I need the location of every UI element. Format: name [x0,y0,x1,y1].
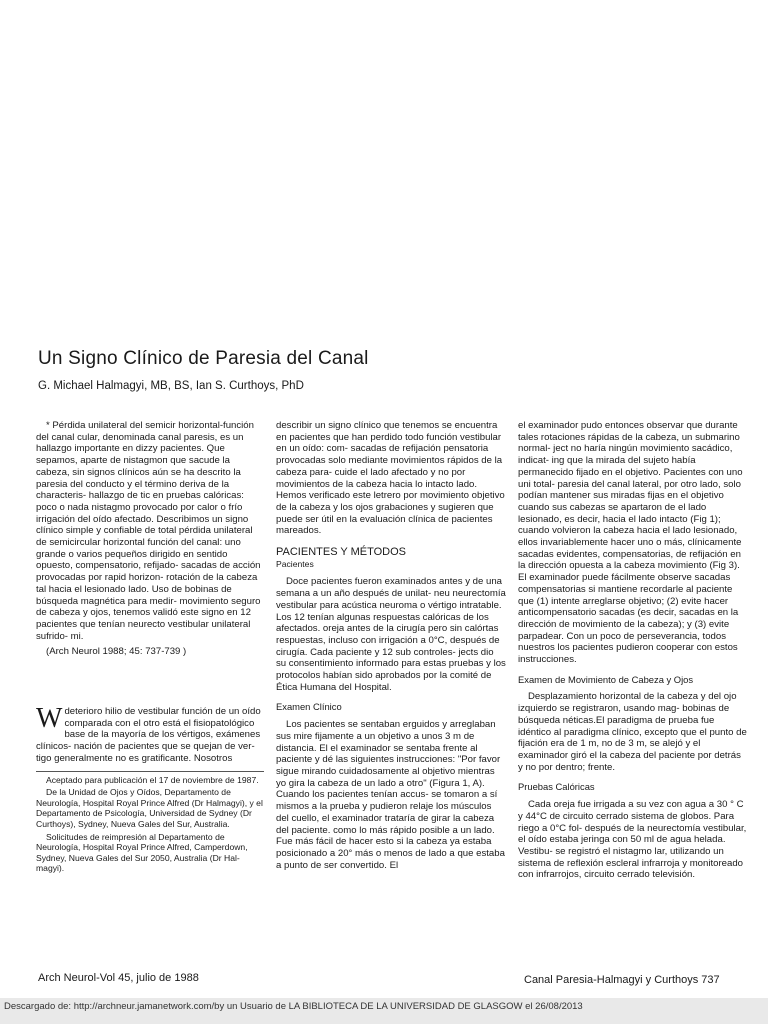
clinical-exam-continued: el examinador pudo entonces observar que durante tales rotaciones rápidas de la cabeza, un submarino normal- ject no haría ningún movimiento sacádico, indicat- ing que la mirada del sujeto había permanecido fijado en el objetivo. Pacientes con uno uni total- paresia del canal lateral, por otro lado, solo podían mantener sus miradas fijas en el objetivo cuando sus cabezas se apartaron de el lado lesionado, es decir, hacia el lado intacto (Fig 1); cuando volvieron la cabeza hacia el lado lesionado, ellos invariablemente hacer uno o más, clínicamente sacadas evidentes, compensatorias, de refijación en la dirección opuesta a la cabeza movimiento (Fig 3). El examinador puede fácilmente observe sacadas compensatorias si mantiene recordarle al paciente que (1) intente arreglarse objetivo; (2) evite hacer anticompensatorio sacadas (es decir, sacadas en la dirección de movimiento de la cabeza); y (3) evite parpadear. Con un poco de perseverancia, todos nuestros los pacientes pudieron cooperar con estos instrucciones. [518,420,743,666]
column-left [36,420,264,876]
subheading-patients: Pacientes [276,558,314,569]
clinical-exam-text: Los pacientes se sentaban erguidos y arreglaban sus mire fijamente a un objetivo a unos 3 m de distancia. El el examinador se sentaba frente al paciente y dé las siguientes instrucciones: "Por favor sigue mirando cuidadosamente al objetivo mientras yo gira la cabeza de un lado a otro" (Figura 1, A). Cuando los pacientes tenían accus- se tomaron a sí mismos a la prueba y pudieron relaje los músculos del cuello, el examinador trataría de girar la cabeza del paciente. como lo más rápido posible a un lado. Fue más fácil de hacer esto si la cabeza ya estaba posicionado a 20° más o menos de lado a que estaba a punto de ser convertido. El [276,719,505,871]
drop-cap-letter: W [36,703,63,735]
article-title: Un Signo Clínico de Paresia del Canal [38,348,369,369]
article-authors: G. Michael Halmagyi, MB, BS, Ian S. Curthoys, PhD [38,380,304,392]
intro-text: deterioro hilio de vestibular función de un oído comparada con el otro está el fisiopatológico base de la mayoría de los vértigos, exámenes clínicos- nación de pacientes que se quejan de ver- tigo generalmente no es gratificante. Nosotros [36,706,261,764]
abstract-text: * Pérdida unilateral del semicir horizontal-función del canal cular, denominada canal paresis, es un hallazgo importante en dizzy pacientes. Que sepamos, aparte de nistagmoп que sacude la cabeza, sin signos clínicos aún se ha descrito la paresia del conducto y el término deriva de la characteris- hallazgo de tic en pruebas calóricas: poco o nada nistagmo provocado por calor o frío irrigación del oído afectado. Describimos un signo clínico simple y confiable de total pérdida unilateral de semicircular horizontal función del canal: uno grande o varios pequeños dirigido en sentido opuesto, compensatorio, refijado- sacadas de acción provocadas por rapid horizon- rotación de la cabeza tal hacia el lesionado lado. Uso de bobinas de búsqueda magnética para medir- movimiento seguro de cabeza y ojos, tenemos validó este signo en 12 pacientes que tenían neurecto vestibular unilateral sufrido- mi. [36,420,261,642]
intro-paragraph [36,703,264,765]
footer-journal-info: Arch Neurol-Vol 45, julio de 1988 [38,972,199,984]
footnote-accepted: Aceptado para publicación el 17 de noviembre de 1987. [46,774,259,785]
subheading-clinical-exam: Examen Clínico [276,701,342,713]
footer-running-title: Canal Paresia-Halmagyi y Curthoys 737 [524,974,720,986]
column-middle [276,420,506,874]
patients-text: Doce pacientes fueron examinados antes y de una semana a un año después de unilat- neu neurectomía vestibular para acústica neuroma o vértigo intratable. Los 12 tenían algunas respuestas calóricas de los afectados. oreja antes de la cirugía pero sin calórtas respuestas, incluso con irrigación a 0°C, después de cirugía. Cada paciente y 12 sub controles- jects dio su consentimiento informado para estas pruebas y los protocolos habían sido aprobados por la comité de Ética Humana del Hospital. [276,576,506,693]
footnote-affiliation: De la Unidad de Ojos y Oídos, Departamento de Neurología, Hospital Royal Prince Alfred (Dr Halmagyi), y el Departamento de Psicología, Universidad de Sydney (Dr Curthoys), Sydney, Nueva Gales del Sur, Australia. [36,787,263,829]
download-notice: Descargado de: http://archneur.jamanetwork.com/by un Usuario de LA BIBLIOTECA DE LA UNIVERSIDAD DE GLASGOW el 26/08/2013 [0,998,768,1024]
caloric-tests-text: Cada oreja fue irrigada a su vez con agua a 30 ° C y 44°C de circuito cerrado sistema de globos. Para riego a 0°C fol- después de la neurectomía vestibular, el oído estaba jeringa con 50 ml de agua helada. Vestibu- se registró el nistagmo lar, utilizando un sistema de reflexión escleral infrarroja y monitoreado con infrarrojos, circuito cerrado televisión. [518,799,747,881]
head-eye-movement-text: Desplazamiento horizontal de la cabeza y del ojo izquierdo se registraron, usando mag- bobinas de búsqueda néticas.El paradigma de prueba fue idéntico al paradigma clínico, excepto que el punto de fijación era de 1 m, no de 3 m, se alejó y el examinador giró el la cabeza del paciente por detrás y no por dentro; frente. [518,691,747,773]
footnote-reprints: Solicitudes de reimpresión al Departamento de Neurología, Hospital Royal Prince Alfred, Camperdown, Sydney, Nueva Gales del Sur 2050, Australia (Dr Hal- magyi). [36,831,248,874]
section-heading-methods: PACIENTES Y MÉTODOS [276,546,406,559]
subheading-caloric-tests: Pruebas Calóricas [518,781,595,793]
footnotes [36,775,264,874]
abstract-citation: (Arch Neurol 1988; 45: 737-739 ) [46,646,187,658]
intro-continued: describir un signo clínico que tenemos se encuentra en pacientes que han perdido todo función vestibular en un oído: com- sacadas de refijación pensatoria provocadas solo mediante movimientos rápidos de la cabeza para- cuide el lado afectado y no por movimientos de la cabeza hacia lo intacto lado. Hemos verificado este letrero por movimiento objetivo de la cabeza y los ojos grabaciones y sugieren que puede ser útil en la evaluación clínica de pacientes mareados. [276,420,505,537]
footnote-divider [36,771,264,772]
column-right [518,420,748,884]
subheading-head-eye-movement: Examen de Movimiento de Cabeza y Ojos [518,673,694,685]
